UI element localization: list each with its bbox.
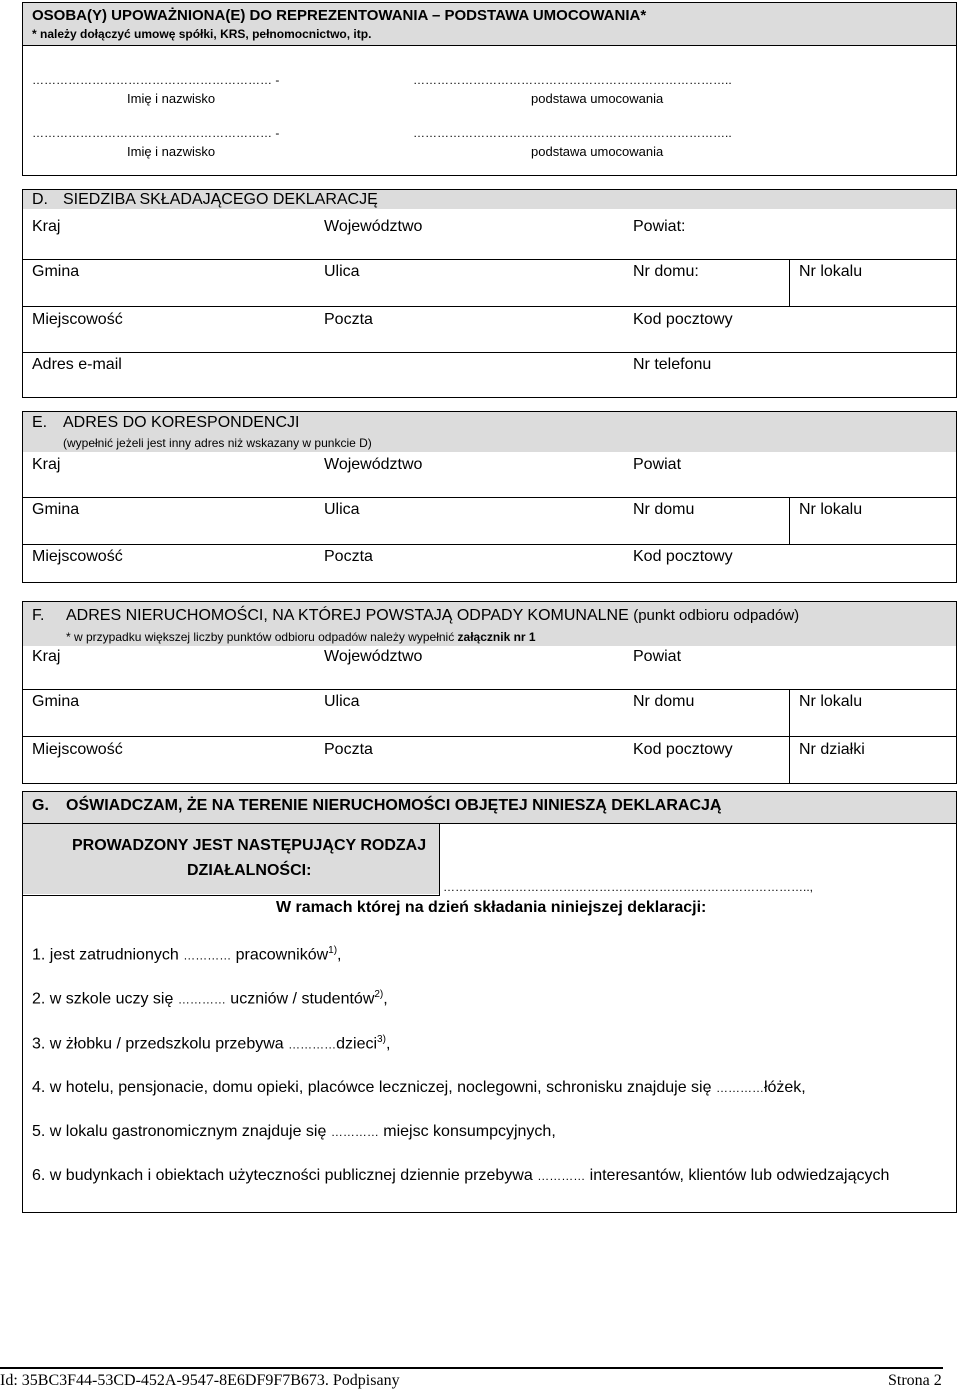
section-f-title — [66, 607, 799, 625]
f-country-field[interactable]: Kraj — [32, 648, 61, 665]
section-f-note-attachment: załącznik nr 1 — [457, 630, 536, 644]
section-e-title: ADRES DO KORESPONDENCJI — [63, 414, 300, 431]
section-d-box — [22, 189, 957, 398]
f-plot-number-field[interactable]: Nr działki — [799, 741, 865, 758]
g-item-seats[interactable]: 5. w lokalu gastronomicznym znajduje się ………… miejsc konsumpcyjnych, — [32, 1123, 556, 1140]
section-g-letter: G. — [32, 797, 49, 814]
activity-label-line2: DZIAŁALNOŚCI: — [187, 862, 312, 879]
e-city-field[interactable]: Miejscowość — [32, 548, 123, 565]
e-post-office-field[interactable]: Poczta — [324, 548, 373, 565]
section-g-subheading: W ramach której na dzień składania niniejszej deklaracji: — [276, 899, 707, 916]
d-country-field[interactable]: Kraj — [32, 218, 61, 235]
section-f-title-suffix: (punkt odbioru odpadów) — [633, 607, 800, 624]
e-postal-code-field[interactable]: Kod pocztowy — [633, 548, 733, 565]
f-post-office-field[interactable]: Poczta — [324, 741, 373, 758]
f-commune-field[interactable]: Gmina — [32, 693, 80, 710]
f-street-field[interactable]: Ulica — [324, 693, 360, 710]
e-voivodeship-field[interactable]: Województwo — [324, 456, 423, 473]
f-voivodeship-field[interactable]: Województwo — [324, 648, 423, 665]
basis-label: podstawa umocowania — [531, 144, 664, 159]
section-f-note-text: * w przypadku większej liczby punktów odbioru odpadów należy wypełnić — [66, 630, 455, 644]
section-d-title: SIEDZIBA SKŁADAJĄCEGO DEKLARACJĘ — [63, 191, 378, 208]
d-apartment-number-field[interactable]: Nr lokalu — [799, 263, 863, 280]
section-f-letter: F. — [32, 607, 45, 624]
d-county-field[interactable]: Powiat: — [633, 218, 686, 235]
d-city-field[interactable]: Miejscowość — [32, 311, 123, 328]
g-item-children[interactable]: 3. w żłobku / przedszkolu przebywa …………dzieci$^{3)}$, — [32, 1034, 391, 1053]
d-house-number-field[interactable]: Nr domu: — [633, 263, 699, 280]
name-label: Imię i nazwisko — [127, 91, 216, 106]
g-item-students[interactable]: 2. w szkole uczy się ………… uczniów / studentów$^{2)}$, — [32, 989, 388, 1008]
activity-label-line1: PROWADZONY JEST NASTĘPUJĄCY RODZAJ — [72, 837, 427, 854]
activity-type-field[interactable]: ……………………………………………………………………………….., — [443, 880, 814, 894]
d-commune-field[interactable]: Gmina — [32, 263, 80, 280]
e-apartment-number-field[interactable]: Nr lokalu — [799, 501, 863, 518]
section-f-note — [66, 630, 536, 644]
f-city-field[interactable]: Miejscowość — [32, 741, 123, 758]
d-phone-field[interactable]: Nr telefonu — [633, 356, 712, 373]
e-commune-field[interactable]: Gmina — [32, 501, 80, 518]
g-item-employees[interactable]: 1. jest zatrudnionych ………… pracowników$^{1)}$, — [32, 945, 342, 964]
d-voivodeship-field[interactable]: Województwo — [324, 218, 423, 235]
section-g-title: OŚWIADCZAM, ŻE NA TERENIE NIERUCHOMOŚCI OBJĘTEJ NINIESZĄ DEKLARACJĄ — [66, 797, 722, 814]
d-email-field[interactable]: Adres e-mail — [32, 356, 122, 373]
e-street-field[interactable]: Ulica — [324, 501, 360, 518]
name-label: Imię i nazwisko — [127, 144, 216, 159]
g-item-beds[interactable]: 4. w hotelu, pensjonacie, domu opieki, placówce leczniczej, noclegowni, schronisku znajduje się …………łóżek, — [32, 1079, 806, 1096]
e-county-field[interactable]: Powiat — [633, 456, 682, 473]
d-postal-code-field[interactable]: Kod pocztowy — [633, 311, 733, 328]
representative-1-basis-field[interactable]: …………………………………………………………………….. — [413, 73, 732, 87]
f-postal-code-field[interactable]: Kod pocztowy — [633, 741, 733, 758]
section-f-title-main: ADRES NIERUCHOMOŚCI, NA KTÓREJ POWSTAJĄ ODPADY KOMUNALNE — [66, 607, 629, 624]
section-e-note: (wypełnić jeżeli jest inny adres niż wskazany w punkcie D) — [63, 436, 372, 450]
f-house-number-field[interactable]: Nr domu — [633, 693, 695, 710]
representative-1-name-field[interactable]: …………………………………………………… - — [32, 73, 280, 87]
section-e-letter: E. — [32, 414, 48, 431]
e-country-field[interactable]: Kraj — [32, 456, 61, 473]
basis-label: podstawa umocowania — [531, 91, 664, 106]
section-c-note: * należy dołączyć umowę spółki, KRS, pełnomocnictwo, itp. — [32, 27, 372, 41]
d-post-office-field[interactable]: Poczta — [324, 311, 373, 328]
section-c-title: OSOBA(Y) UPOWAŻNIONA(E) DO REPREZENTOWANIA – PODSTAWA UMOCOWANIA* — [32, 7, 647, 24]
representative-2-name-field[interactable]: …………………………………………………… - — [32, 126, 280, 140]
representative-2-basis-field[interactable]: …………………………………………………………………….. — [413, 126, 732, 140]
section-d-letter: D. — [32, 191, 48, 208]
footer-document-id: Id: 35BC3F44-53CD-452A-9547-8E6DF9F7B673. Podpisany — [0, 1372, 400, 1389]
e-house-number-field[interactable]: Nr domu — [633, 501, 695, 518]
footer-page-number: Strona 2 — [888, 1372, 942, 1389]
f-county-field[interactable]: Powiat — [633, 648, 682, 665]
activity-label-cell — [23, 824, 439, 894]
d-street-field[interactable]: Ulica — [324, 263, 360, 280]
f-apartment-number-field[interactable]: Nr lokalu — [799, 693, 863, 710]
g-item-visitors[interactable]: 6. w budynkach i obiektach użyteczności publicznej dziennie przebywa ………… interesantów, klientów lub odwiedzających — [32, 1167, 890, 1184]
